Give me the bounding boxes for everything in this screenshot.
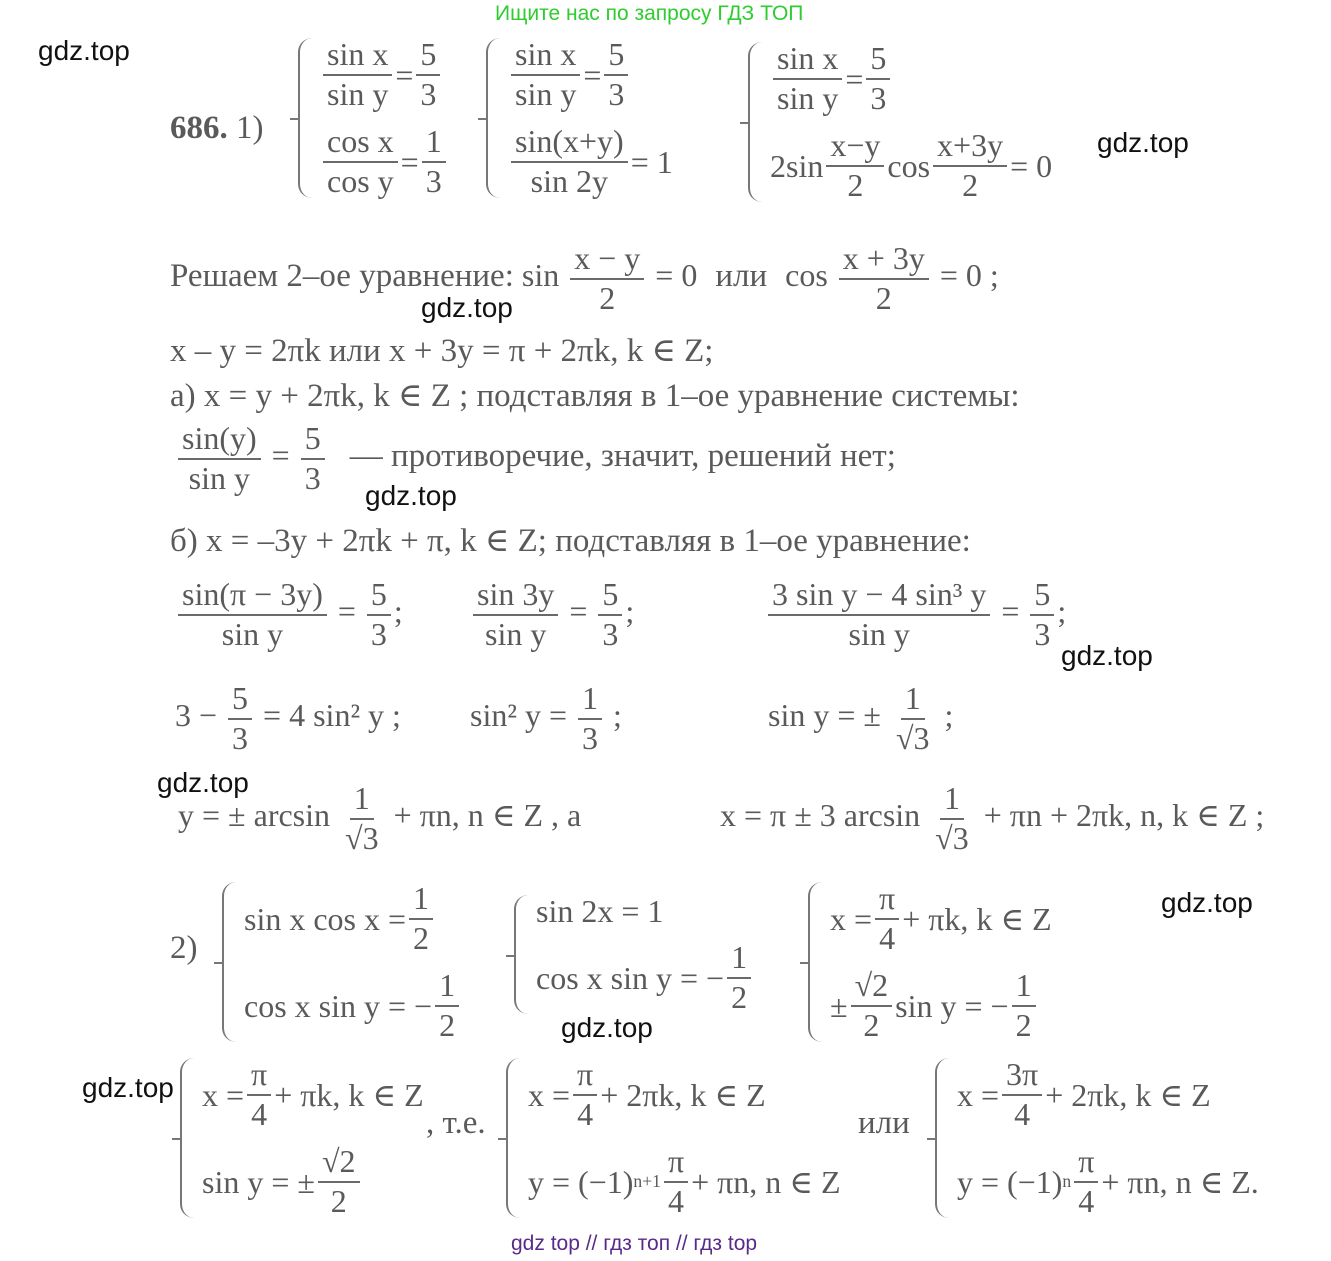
denominator: √3 [935,819,969,856]
text: x = [957,1076,1000,1113]
denominator: sin y [777,79,839,116]
text: + πn, n ∈ Z [691,1163,841,1200]
numerator: 5 [228,682,252,720]
numerator: 1 [409,882,433,920]
denominator: sin y [327,75,389,112]
numerator: 5 [604,38,628,76]
text: + πk, k ∈ Z [902,900,1052,937]
denominator: sin y [221,615,284,652]
p2-system-2 [514,895,754,1014]
numerator: 5 [598,578,622,616]
denominator: sin y [515,75,577,112]
watermark: gdz.top [1097,127,1189,158]
numerator: 3π [1002,1058,1042,1096]
equals: = [395,56,414,93]
y-solution [178,782,581,855]
denominator: 4 [668,1182,685,1219]
denominator: 3 [870,79,887,116]
brace-icon [808,882,824,1042]
text: 3 − [175,696,218,733]
text: Решаем 2–ое уравнение: [170,257,514,294]
numerator: 5 [416,38,440,76]
roots-line: x – y = 2πk или x + 3y = π + 2πk, k ∈ Z; [170,333,714,369]
case-b-line: б) x = –3y + 2πk + π, k ∈ Z; подставляя в 1–ое уравнение: [170,523,971,559]
denominator: 2 [439,1006,456,1043]
p2-system-4 [180,1058,424,1218]
text: ± [830,987,848,1024]
equals: = [583,56,602,93]
exponent: n+1 [633,1170,661,1191]
eq-b2-2 [470,682,622,755]
denominator: 2 [1015,1006,1032,1043]
text: + πn, n ∈ Z , а [393,796,582,833]
watermark: gdz.top [82,1072,174,1103]
text: sin x cos x = [244,900,407,937]
numerator: 1 [435,969,459,1007]
numerator: 3 sin y − 4 sin³ y [768,578,990,616]
numerator: sin x [511,38,580,76]
text: y = (−1) [528,1163,634,1200]
equals: = [845,60,864,97]
numerator: π [573,1058,597,1096]
numerator: 1 [940,782,964,820]
watermark: gdz.top [1061,640,1153,671]
exponent: n [1062,1170,1072,1191]
denominator: 3 [602,615,619,652]
numerator: sin(y) [178,422,261,460]
equals: = [271,436,290,473]
text: x = π ± 3 arcsin [720,796,921,833]
denominator: 4 [1078,1182,1095,1219]
denominator: 3 [420,75,437,112]
text: + πn, n ∈ Z. [1101,1163,1259,1200]
p2-system-1 [222,882,462,1042]
denominator: 3 [232,719,249,756]
func: cos [785,256,828,293]
text: ; [612,696,622,733]
numerator: x − y [570,242,644,280]
brace-icon [486,38,502,198]
denominator: 2 [875,279,892,316]
text: cos x sin y = − [536,959,725,996]
text: cos x sin y = − [244,987,433,1024]
numerator: π [247,1058,271,1096]
numerator: 1 [901,682,925,720]
text: или [715,257,768,294]
numerator: π [1074,1145,1098,1183]
denominator: cos y [327,162,394,199]
numerator: sin(x+y) [511,125,628,163]
denominator: 3 [581,719,598,756]
system-2 [486,38,673,198]
denominator: sin y [848,615,910,652]
denominator: 3 [608,75,625,112]
p2-system-5 [506,1058,841,1218]
numerator: 5 [367,578,391,616]
case-a-result [175,422,896,495]
brace-icon [298,38,314,198]
text: + 2πk, k ∈ Z [1045,1076,1211,1113]
denominator: 4 [1014,1095,1031,1132]
text: + πk, k ∈ Z [274,1076,424,1113]
brace-icon [748,42,764,202]
text: y = ± arcsin [178,796,331,833]
top-banner[interactable]: Ищите нас по запросу ГДЗ ТОП [495,2,804,25]
text: — противоречие, значит, решений нет; [349,437,896,474]
numerator: sin(π − 3y) [178,578,327,616]
text: + 2πk, k ∈ Z [600,1076,766,1113]
brace-icon [514,895,530,1014]
denominator: √3 [345,819,379,856]
denominator: sin 2y [530,162,609,199]
p2-system-6 [935,1058,1259,1218]
numerator: x + 3y [839,242,929,280]
text: x = [202,1076,245,1113]
text: y = (−1) [957,1163,1063,1200]
equals: = [400,143,419,180]
denominator: √3 [895,719,930,756]
denominator: 2 [731,978,748,1015]
denominator: 3 [370,615,387,652]
te-text: , т.е. [426,1105,486,1141]
denominator: 4 [879,919,896,956]
eq-b1-1: $\frac{\sin(\pi - 3y)}{\text{sin y}}$ = $\frac{5}{3}$ ; [175,578,403,651]
text: x = [528,1076,571,1113]
case-a-line: а) x = y + 2πk, k ∈ Z ; подставляя в 1–ое уравнение системы: [170,378,1020,414]
watermark: gdz.top [365,480,457,511]
numerator: 1 [727,941,751,979]
denominator: 2 [962,166,979,203]
or-text: или [858,1105,910,1141]
text: sin² y = [470,696,567,733]
watermark: gdz.top [157,767,249,798]
denominator: 4 [577,1095,594,1132]
part2-label: 2) [170,930,198,966]
text: x = [830,900,873,937]
denominator: 3 [425,162,442,199]
eq-b2-3 [768,682,953,755]
watermark: gdz.top [421,292,513,323]
func: 2sin [770,147,824,184]
numerator: 1 [422,125,446,163]
func: sin [521,256,560,293]
denominator: 2 [847,166,864,203]
text: ; [944,696,954,733]
brace-icon [506,1058,522,1218]
brace-icon [180,1058,196,1218]
numerator: π [664,1145,688,1183]
numerator: x−y [826,129,884,167]
numerator: √2 [851,969,893,1007]
denominator: 2 [599,279,616,316]
denominator: 2 [863,1006,880,1043]
brace-icon [935,1058,951,1218]
denominator: 4 [251,1095,268,1132]
watermark: gdz.top [1161,887,1253,918]
text: + πn + 2πk, n, k ∈ Z ; [983,796,1265,833]
problem-label [170,110,264,147]
x-solution [720,782,1264,855]
numerator: 1 [1012,969,1036,1007]
text: sin y = ± [202,1163,315,1200]
denominator: 2 [413,919,430,956]
problem-number: 686. [170,110,228,146]
brace-icon [222,882,238,1042]
text: sin y = ± [768,696,881,733]
func: cos [887,147,931,184]
numerator: 5 [1030,578,1054,616]
numerator: 5 [301,422,325,460]
eq-b1-2: $\frac{\sin 3y}{\text{sin y}}$ = $\frac{5}{3}$ ; [470,578,634,651]
watermark: gdz.top [561,1012,653,1043]
numerator: sin x [773,42,842,80]
numerator: x+3y [933,129,1007,167]
denominator: 3 [304,459,321,496]
p2-system-3 [808,882,1052,1042]
part1-label: 1) [236,110,264,146]
system-3 [748,42,1052,202]
denominator: 2 [330,1182,347,1219]
eq-b2-1 [175,682,401,755]
rhs: = 0 [655,256,698,293]
rhs: = 0 [1010,147,1053,184]
numerator: cos x [323,125,398,163]
system-1 [298,38,449,198]
rhs: = 1 [630,143,673,180]
denominator: sin y [485,615,547,652]
bottom-banner[interactable]: gdz top // гдз топ // гдз top [511,1232,758,1255]
denominator: sin y [188,459,250,496]
watermark: gdz.top [38,35,130,66]
solve-line [170,242,999,315]
numerator: 5 [866,42,890,80]
eq-b1-3: $\frac{\text{3 sin y − 4 sin³ y}}{\text{sin y}}$ = $\frac{5}{3}$ ; [765,578,1066,651]
denominator: 3 [1034,615,1051,652]
numerator: sin x [323,38,392,76]
text: sin 2x = 1 [536,893,664,929]
text: sin y = − [895,987,1009,1024]
text: = 4 sin² y ; [263,696,401,733]
numerator: sin 3y [473,578,558,616]
numerator: π [875,882,899,920]
numerator: √2 [318,1145,360,1183]
numerator: 1 [578,682,602,720]
rhs: = 0 ; [939,256,999,293]
numerator: 1 [350,782,374,820]
